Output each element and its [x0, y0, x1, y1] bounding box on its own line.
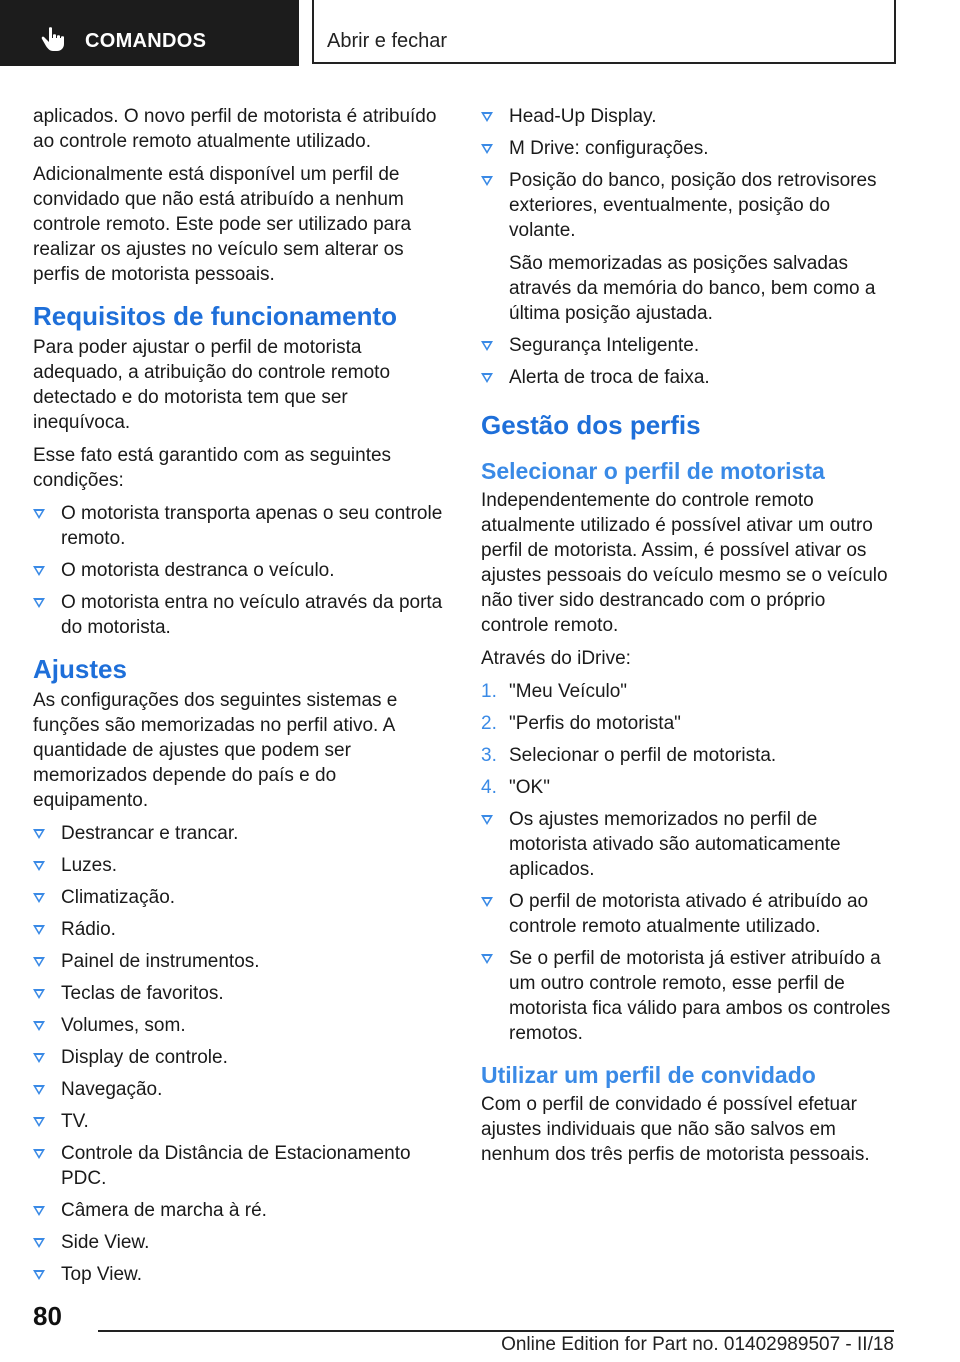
- triangle-bullet-icon: [481, 897, 493, 907]
- page-number: 80: [33, 1301, 62, 1331]
- triangle-bullet-icon: [33, 1238, 45, 1248]
- triangle-bullet-icon: [33, 829, 45, 839]
- list-item: Luzes.: [33, 853, 447, 878]
- heading-selecionar: Selecionar o perfil de motorista: [481, 458, 825, 484]
- triangle-bullet-icon: [481, 815, 493, 825]
- triangle-bullet-icon: [33, 1021, 45, 1031]
- paragraph: Adicionalmente está disponível um perfil de convidado que não está atribuído a nenhum controle remoto. Este pode ser utilizado para realizar os ajustes no veículo sem alterar os perfis de motorista pessoais.: [33, 164, 412, 285]
- heading-ajustes: Ajustes: [33, 654, 127, 684]
- triangle-bullet-icon: [481, 954, 493, 964]
- edition-note: Online Edition for Part no. 01402989507 - II/18: [501, 1334, 894, 1355]
- triangle-bullet-icon: [33, 1085, 45, 1095]
- triangle-bullet-icon: [33, 893, 45, 903]
- list-item: Rádio.: [33, 917, 447, 942]
- list-item: Display de controle.: [33, 1045, 447, 1070]
- triangle-bullet-icon: [33, 566, 45, 576]
- list-item: Posição do banco, posição dos retrovisores exteriores, eventualmente, posição do volante. São memorizadas as posições salvadas através da memória do banco, bem como a última posição ajustada.: [481, 168, 895, 326]
- triangle-bullet-icon: [481, 341, 493, 351]
- list-item: O motorista destranca o veículo.: [33, 558, 447, 583]
- triangle-bullet-icon: [33, 1270, 45, 1280]
- footer-divider: [98, 1330, 894, 1332]
- steps-list: [481, 679, 895, 800]
- triangle-bullet-icon: [33, 925, 45, 935]
- chapter-title: Abrir e fechar: [327, 30, 448, 52]
- selection-notes-list: [481, 807, 895, 1046]
- list-item: Controle da Distância de Estacionamento PDC.: [33, 1141, 447, 1191]
- triangle-bullet-icon: [481, 176, 493, 186]
- triangle-bullet-icon: [481, 373, 493, 383]
- list-item: Os ajustes memorizados no perfil de motorista ativado são automaticamente aplicados.: [481, 807, 895, 882]
- list-item: Volumes, som.: [33, 1013, 447, 1038]
- triangle-bullet-icon: [33, 1117, 45, 1127]
- left-column: [33, 104, 447, 1294]
- triangle-bullet-icon: [33, 989, 45, 999]
- section-tab-label: COMANDOS: [85, 30, 207, 52]
- list-item: O motorista entra no veículo através da porta do motorista.: [33, 590, 447, 640]
- section-tab: [0, 0, 299, 66]
- step-item: 4. "OK": [481, 777, 550, 798]
- heading-gestao: Gestão dos perfis: [481, 410, 701, 440]
- step-item: 3. Selecionar o perfil de motorista.: [481, 745, 777, 766]
- list-item-note: São memorizadas as posições salvadas através da memória do banco, bem como a última posição ajustada.: [509, 253, 876, 324]
- list-item: Câmera de marcha à ré.: [33, 1198, 447, 1223]
- paragraph: Através do iDrive:: [481, 648, 631, 669]
- hand-pointer-icon: [40, 26, 66, 52]
- paragraph: Com o perfil de convidado é possível efetuar ajustes individuais que não são salvos em nenhum dos três perfis de motorista pessoais.: [481, 1094, 870, 1165]
- triangle-bullet-icon: [33, 1206, 45, 1216]
- list-item: M Drive: configurações.: [481, 136, 895, 161]
- list-item: TV.: [33, 1109, 447, 1134]
- triangle-bullet-icon: [33, 598, 45, 608]
- list-item: Segurança Inteligente.: [481, 333, 895, 358]
- list-item: Painel de instrumentos.: [33, 949, 447, 974]
- paragraph: aplicados. O novo perfil de motorista é atribuído ao controle remoto atualmente utilizado.: [33, 106, 437, 152]
- list-item: O motorista transporta apenas o seu controle remoto.: [33, 501, 447, 551]
- triangle-bullet-icon: [481, 144, 493, 154]
- triangle-bullet-icon: [33, 1149, 45, 1159]
- triangle-bullet-icon: [33, 957, 45, 967]
- settings-list-continued: [481, 104, 895, 390]
- right-column: [481, 104, 895, 1175]
- list-item: O perfil de motorista ativado é atribuído ao controle remoto atualmente utilizado.: [481, 889, 895, 939]
- page-header: [0, 0, 960, 66]
- chapter-title-box: [312, 0, 896, 64]
- paragraph: As configurações dos seguintes sistemas e funções são memorizadas no perfil ativo. A quantidade de ajustes que podem ser memorizados depende do país e do equipamento.: [33, 690, 398, 811]
- heading-convidado: Utilizar um perfil de convidado: [481, 1062, 816, 1088]
- list-item: Side View.: [33, 1230, 447, 1255]
- triangle-bullet-icon: [33, 1053, 45, 1063]
- triangle-bullet-icon: [33, 861, 45, 871]
- list-item: Alerta de troca de faixa.: [481, 365, 895, 390]
- step-item: 1. "Meu Veículo": [481, 681, 628, 702]
- list-item: Destrancar e trancar.: [33, 821, 447, 846]
- list-item: Navegação.: [33, 1077, 447, 1102]
- paragraph: Para poder ajustar o perfil de motorista adequado, a atribuição do controle remoto detectado e do motorista tem que ser inequívoca.: [33, 337, 391, 433]
- list-item: Climatização.: [33, 885, 447, 910]
- list-item: Head-Up Display.: [481, 104, 895, 129]
- list-item: Se o perfil de motorista já estiver atribuído a um outro controle remoto, esse perfil de motorista fica válido para ambos os controles remotos.: [481, 946, 895, 1046]
- paragraph: Independentemente do controle remoto atualmente utilizado é possível ativar um outro perfil de motorista. Assim, é possível ativar os ajustes pessoais do veículo mesmo se o veículo não tiver sido destrancado com o próprio controle remoto.: [481, 490, 888, 636]
- paragraph: Esse fato está garantido com as seguintes condições:: [33, 445, 392, 491]
- list-item: Teclas de favoritos.: [33, 981, 447, 1006]
- triangle-bullet-icon: [33, 509, 45, 519]
- heading-requisitos: Requisitos de funcionamento: [33, 301, 398, 331]
- step-item: 2. "Perfis do motorista": [481, 713, 681, 734]
- list-item: Top View.: [33, 1262, 447, 1287]
- requirements-list: [33, 501, 447, 640]
- settings-list: [33, 821, 447, 1287]
- triangle-bullet-icon: [481, 112, 493, 122]
